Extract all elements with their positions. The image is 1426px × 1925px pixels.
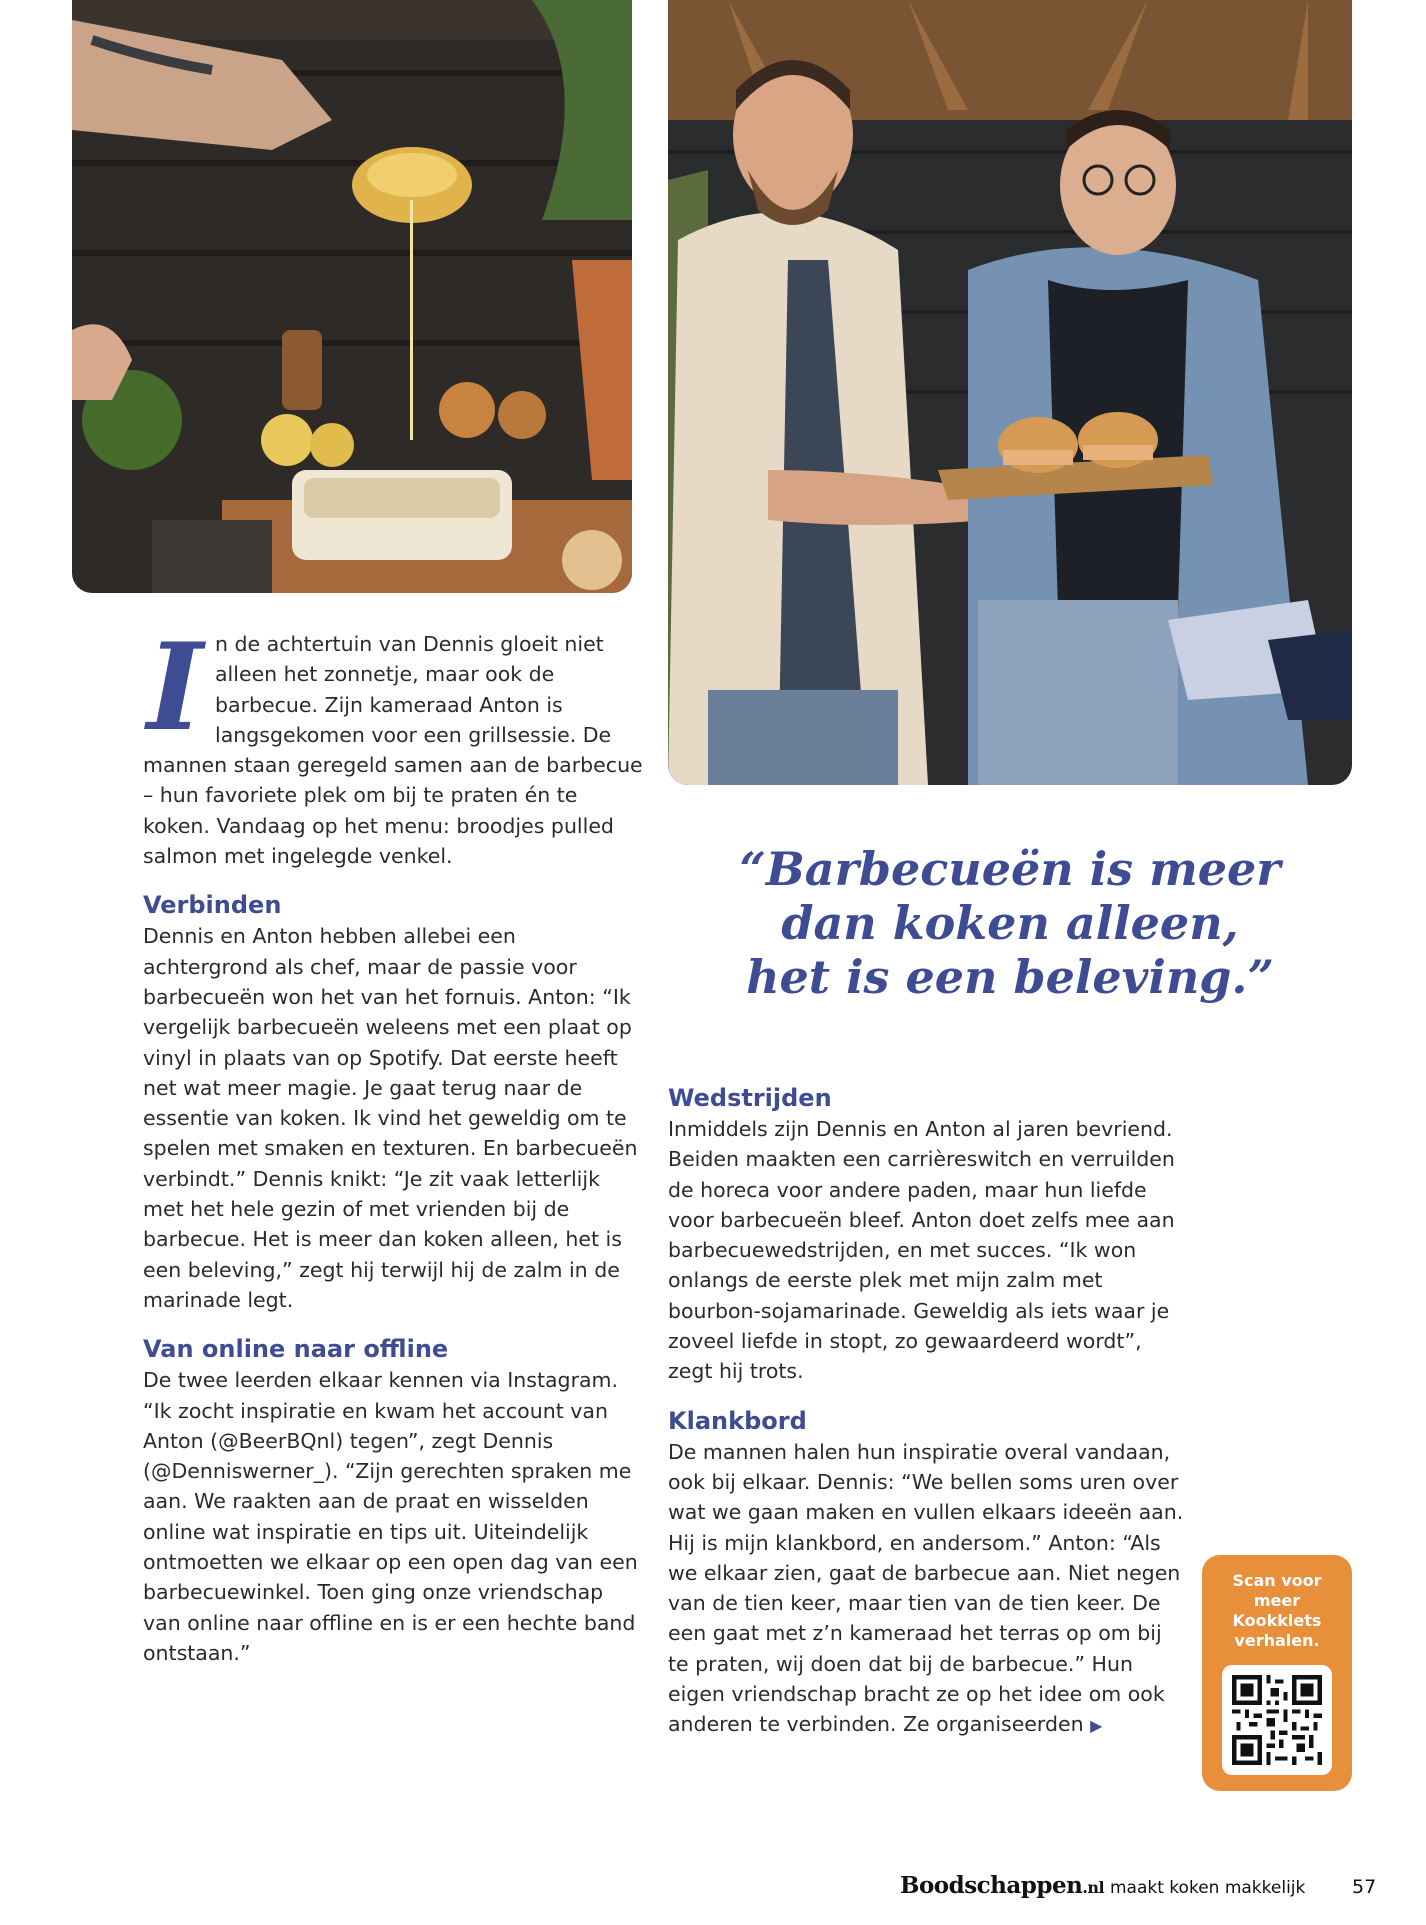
page-footer	[900, 1872, 1380, 1908]
footer-brand-logo	[900, 1872, 1104, 1899]
triangle-right-icon: ▶	[1090, 1716, 1103, 1736]
svg-text:I: I	[146, 629, 204, 747]
qr-scan-text	[1202, 1571, 1352, 1651]
qr-text-line: Kookklets	[1232, 1611, 1322, 1630]
qr-text-line: verhalen.	[1234, 1631, 1320, 1650]
section-body-wedstrijden: Inmiddels zijn Dennis en Anton al jaren bevriend. Beiden maakten een carrièreswitch en verruilden de horeca voor andere paden, maar hun liefde voor barbecueën bleef. Anton doet zelfs mee aan barbecuewedstrijden, en met succes. “Ik won onlangs de eerste plek met mijn zalm met bourbon-sojamarinade. Geweldig als iets waar je zoveel liefde in stopt, zo gewaardeerd wordt”, zegt hij trots.	[668, 1117, 1175, 1384]
article-column-left	[143, 629, 643, 1668]
pull-quote	[700, 842, 1320, 1004]
photo-oil-pouring	[72, 0, 632, 593]
section-body-klankbord	[668, 1437, 1188, 1742]
footer-brand-tld: .nl	[1082, 1878, 1105, 1897]
footer-brand-name: Boodschappen	[900, 1872, 1083, 1899]
dropcap-letter	[139, 629, 211, 747]
article-column-right	[668, 1082, 1188, 1742]
section-heading-verbinden: Verbinden	[143, 891, 282, 920]
pull-quote-line: “Barbecueën is meer	[739, 842, 1281, 896]
photo-dennis-and-anton	[668, 0, 1352, 785]
pull-quote-line: dan koken alleen,	[781, 896, 1239, 950]
section-body-verbinden: Dennis en Anton hebben allebei een achtergrond als chef, maar de passie voor barbecueën won het van het fornuis. Anton: “Ik vergelijk barbecueën weleens met een plaat op vinyl in plaats van op Spotify. Dat eerste heeft net wat meer magie. Je gaat terug naar de essentie van koken. Ik vind het geweldig om te spelen met smaken en texturen. En barbecueën verbindt.” Dennis knikt: “Je zit vaak letterlijk met het hele gezin of met vrienden bij de barbecue. Het is meer dan koken alleen, het is een beleving,” zegt hij terwijl hij de zalm in de marinade legt.	[143, 924, 638, 1312]
qr-text-line: meer	[1253, 1591, 1301, 1610]
intro-text: n de achtertuin van Dennis gloeit niet alleen het zonnetje, maar ook de barbecue. Zijn kameraad Anton is langsgekomen voor een grillsessie. De mannen staan geregeld samen aan de barbecue – hun favoriete plek om bij te praten én te koken. Vandaag op het menu: broodjes pulled salmon met ingelegde venkel.	[143, 632, 643, 869]
section-heading-van-online-naar-offline: Van online naar offline	[143, 1335, 449, 1364]
section-body-van-online-naar-offline: De twee leerden elkaar kennen via Instagram. “Ik zocht inspiratie en kwam het account van Anton (@BeerBQnl) tegen”, zegt Dennis (@Denniswerner_). “Zijn gerechten spraken me aan. We raakten aan de praat en wisselden online wat inspiratie en tips uit. Uiteindelijk ontmoetten we elkaar op een open dag van een barbecuewinkel. Toen ging onze vriendschap van online naar offline en is er een hechte band ontstaan.”	[143, 1368, 638, 1665]
qr-code-icon[interactable]	[1222, 1665, 1332, 1775]
section-heading-klankbord: Klankbord	[668, 1406, 807, 1435]
pull-quote-line: het is een beleving.”	[746, 950, 1274, 1004]
page-number: 57	[1352, 1876, 1377, 1898]
intro-paragraph	[143, 629, 643, 871]
section-body-klankbord-text: De mannen halen hun inspiratie overal vandaan, ook bij elkaar. Dennis: “We bellen soms uren over wat we gaan maken en vullen elkaars ideeën aan. Hij is mijn klankbord, en andersom.” Anton: “Als we elkaar zien, gaat de barbecue aan. Niet negen van de tien keer, maar tien van de tien keer. De een gaat met z’n kameraad het terras op om bij te praten, wij doen dat bij de barbecue.” Hun eigen vriendschap bracht ze op het idee om ook anderen te verbinden. Ze organiseerden	[668, 1439, 1184, 1737]
qr-scan-box[interactable]	[1202, 1555, 1352, 1791]
footer-tagline: maakt koken makkelijk	[1110, 1878, 1306, 1898]
qr-text-line: Scan voor	[1232, 1571, 1322, 1590]
section-heading-wedstrijden: Wedstrijden	[668, 1084, 832, 1112]
